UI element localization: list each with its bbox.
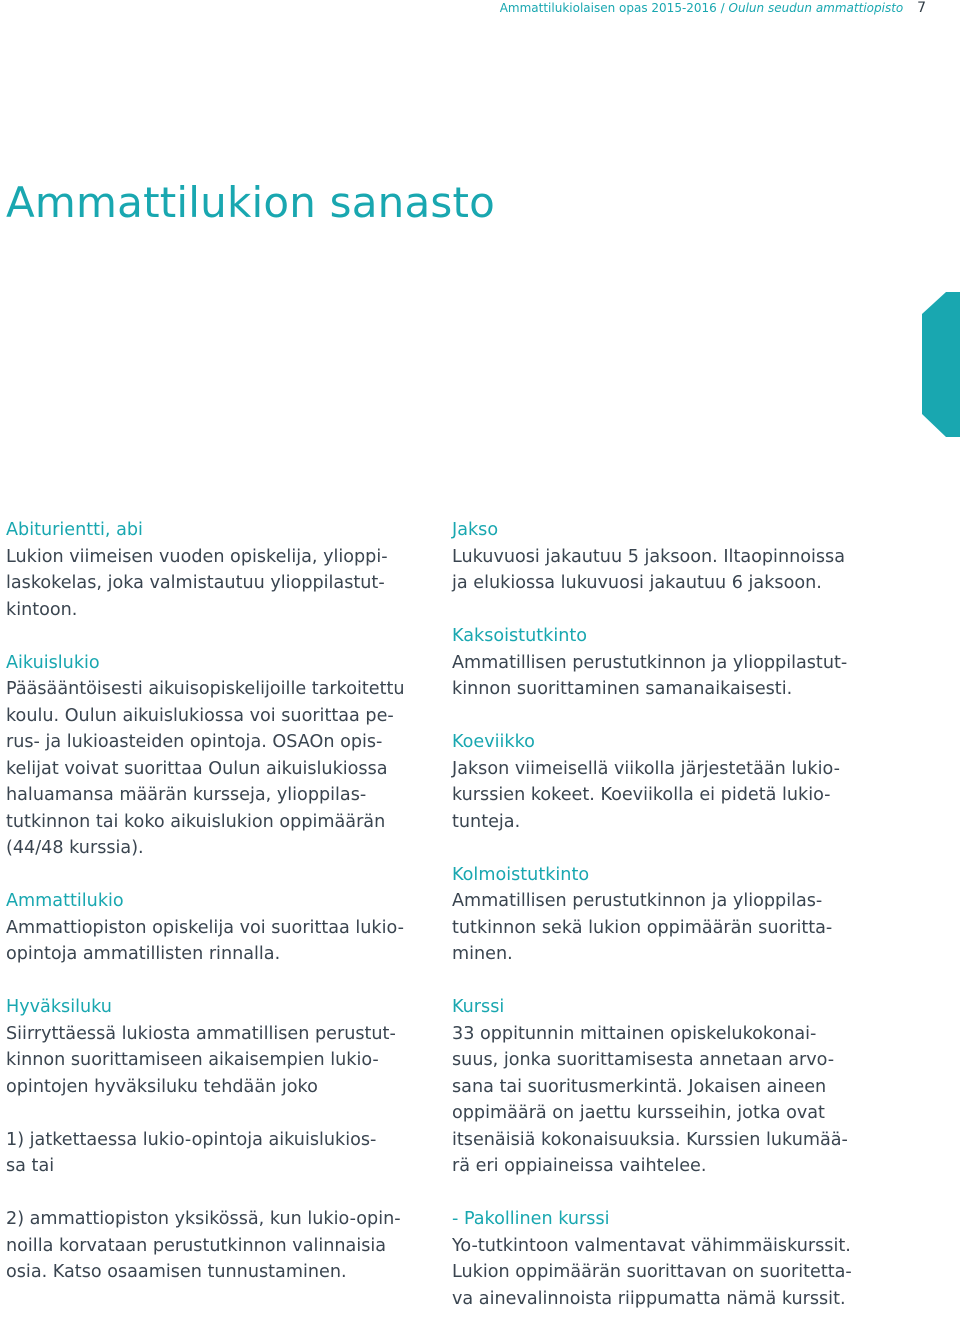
glossary-definition: Ammattiopiston opiskelija voi suorittaa lukio- opintoja ammatillisten rinnalla.	[6, 917, 404, 964]
glossary-entry-pakollinen-kurssi	[452, 1206, 912, 1312]
page-title: Ammattilukion sanasto	[6, 178, 496, 227]
glossary-definition: Ammatillisen perustutkinnon ja ylioppilas- tutkinnon sekä lukion oppimäärän suoritta- minen.	[452, 891, 833, 964]
section-tab-marker	[922, 292, 960, 437]
glossary-term: - Pakollinen kurssi	[452, 1209, 610, 1229]
glossary-entry-kaksoistutkinto	[452, 623, 912, 703]
glossary-entry-ammattilukio	[6, 888, 446, 968]
glossary-column-left	[6, 517, 446, 1312]
glossary-term: Hyväksiluku	[6, 997, 112, 1017]
publication-title: Ammattilukiolaisen opas 2015-2016	[499, 1, 717, 15]
glossary-term: Kolmoistutkinto	[452, 864, 590, 885]
glossary-entry-aikuislukio	[6, 650, 446, 862]
glossary-definition: Pääsääntöisesti aikuisopiskelijoille tarkoitettu koulu. Oulun aikuislukiossa voi suorittaa pe- rus- ja lukioasteiden opintoja. OSAOn opis- kelijat voivat suorittaa Oulun aikuislukiossa haluamansa määrän kursseja, ylioppilas- tutkinnon tai koko aikuislukion oppimäärän (44/48 kurssia).	[6, 679, 405, 858]
glossary-term: Koeviikko	[452, 732, 535, 752]
glossary-entry-kurssi	[452, 994, 912, 1180]
glossary-term: Kaksoistutkinto	[452, 626, 588, 646]
glossary-definition: Jakson viimeisellä viikolla järjestetään lukio- kurssien kokeet. Koeviikolla ei pidetä lukio- tunteja.	[452, 758, 840, 832]
glossary-entry-abiturientti	[6, 517, 446, 623]
glossary-column-right	[452, 517, 912, 1339]
glossary-definition: Lukuvuosi jakautuu 5 jaksoon. Iltaopinnoissa ja elukiossa lukuvuosi jakautuu 6 jaksoon.	[452, 546, 846, 593]
glossary-term: Kurssi	[452, 997, 505, 1017]
page-number: 7	[917, 0, 926, 16]
glossary-definition: Ammatillisen perustutkinnon ja ylioppilastut- kinnon suorittaminen samanaikaisesti.	[452, 652, 848, 699]
glossary-definition: 33 oppitunnin mittainen opiskelukokonai- suus, jonka suorittamisesta annetaan arvo- sana tai suoritusmerkintä. Jokaisen aineen oppimäärä on jaettu kursseihin, jotka ovat itsenäisiä kokonaisuuksia. Kurssien lukumää- rä eri oppiaineissa vaihtelee.	[452, 1023, 848, 1176]
glossary-entry-jakso	[452, 517, 912, 597]
glossary-entry-hyvaksiluku	[6, 994, 446, 1286]
glossary-entry-koeviikko	[452, 729, 912, 835]
glossary-definition: Yo-tutkintoon valmentavat vähimmäiskurssit. Lukion oppimäärän suorittavan on suoritetta- va ainevalinnoista riippumatta nämä kurssit.	[452, 1235, 852, 1309]
glossary-term: Aikuislukio	[6, 652, 100, 673]
glossary-definition: Siirryttäessä lukiosta ammatillisen perustut- kinnon suorittamiseen aikaisempien lukio- opintojen hyväksiluku tehdään joko	[6, 1023, 396, 1097]
glossary-entry-kolmoistutkinto	[452, 862, 912, 968]
glossary-definition-option-1: 1) jatkettaessa lukio-opintoja aikuislukios- sa tai	[6, 1129, 377, 1176]
glossary-definition: Lukion viimeisen vuoden opiskelija, ylioppi- laskokelas, joka valmistautuu ylioppilastut- kintoon.	[6, 546, 388, 620]
glossary-definition-option-2: 2) ammattiopiston yksikössä, kun lukio-opin- noilla korvataan perustutkinnon valinnaisia osia. Katso osaamisen tunnustaminen.	[6, 1209, 401, 1282]
header-separator: /	[720, 1, 725, 15]
glossary-term: Abiturientti, abi	[6, 520, 143, 540]
glossary-term: Ammattilukio	[6, 891, 124, 911]
glossary-term: Jakso	[452, 520, 499, 540]
organization-name: Oulun seudun ammattiopisto	[728, 1, 904, 15]
running-header	[500, 0, 926, 18]
